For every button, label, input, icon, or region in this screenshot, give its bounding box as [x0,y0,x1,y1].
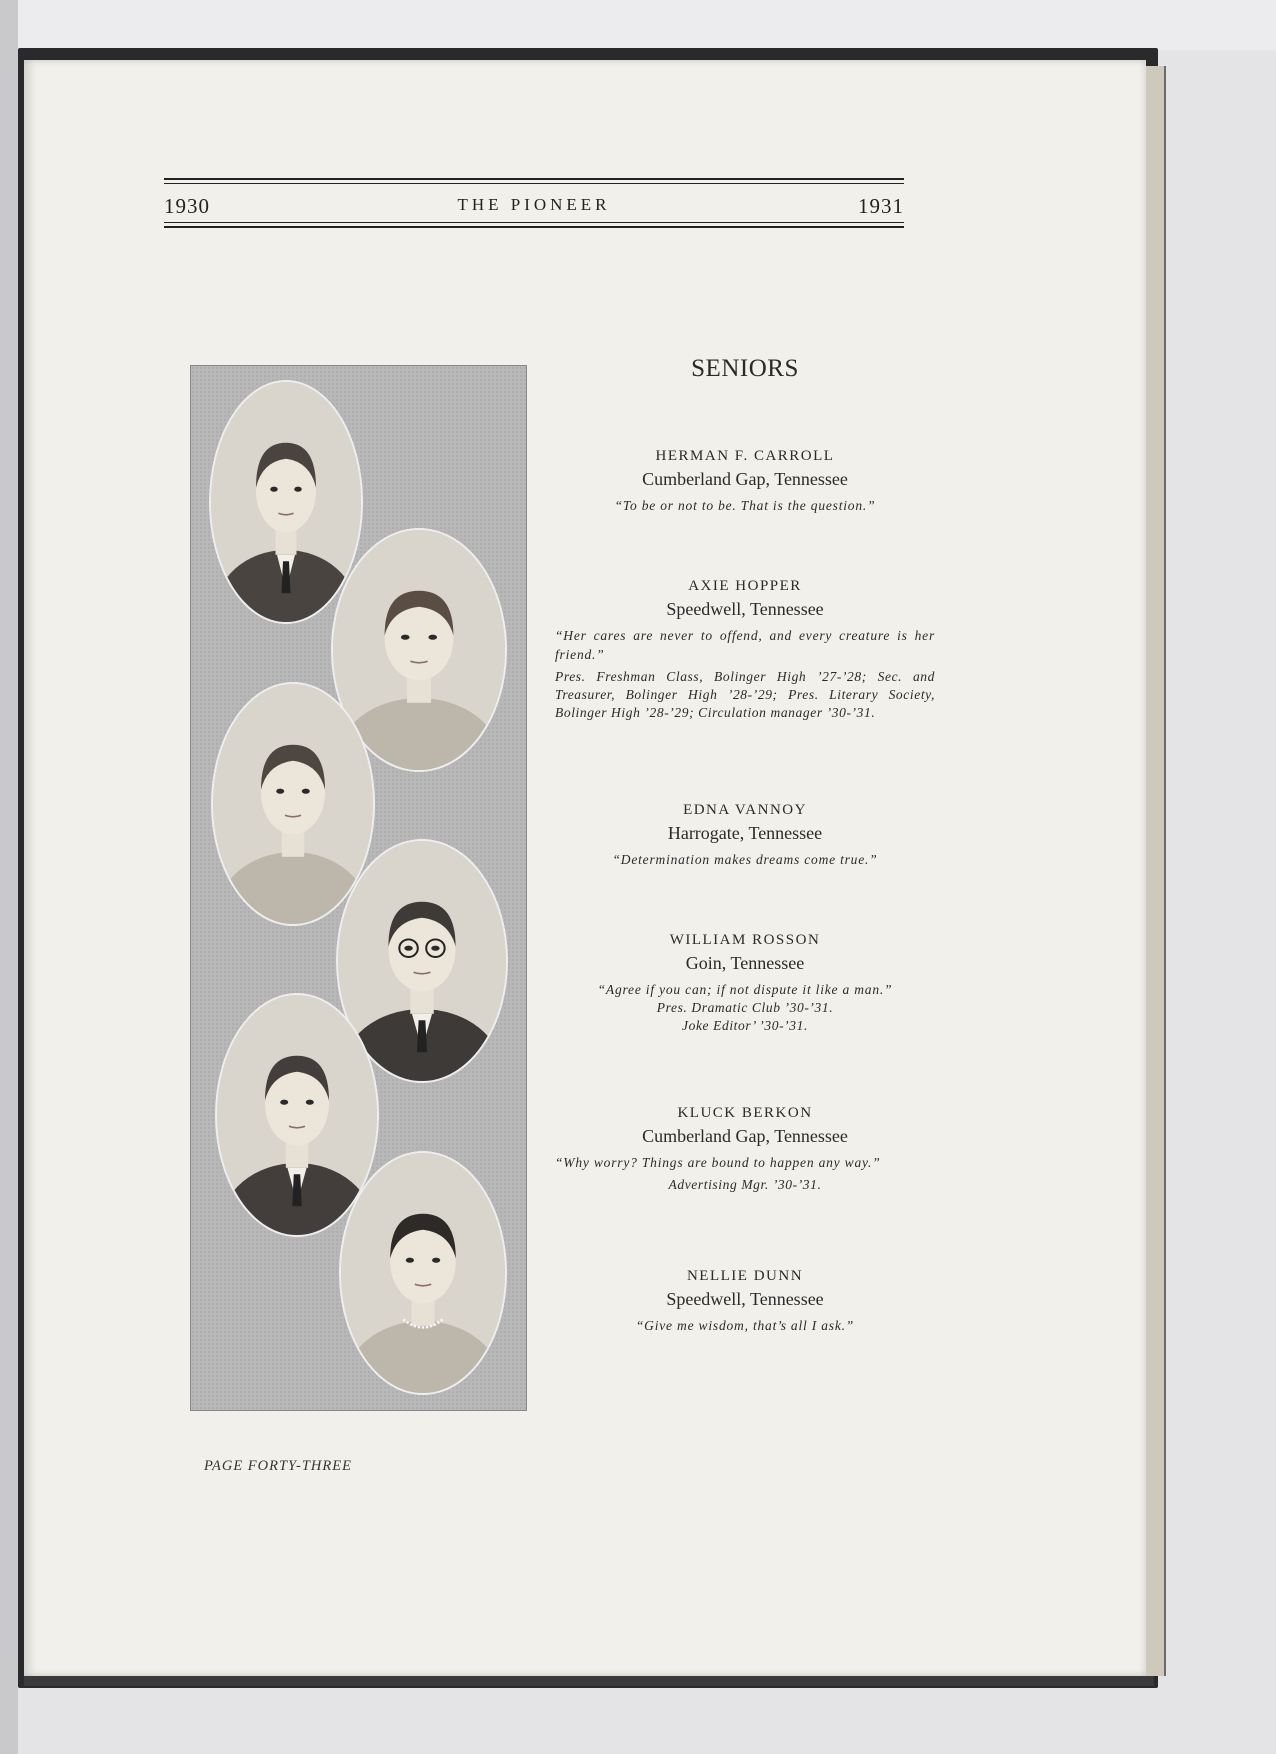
portrait-photo [217,995,377,1235]
scan-background-top [0,0,1276,50]
portrait-eye [432,1258,440,1263]
portrait-edna-vannoy [211,682,375,926]
portrait-eye [276,789,284,794]
senior-name: EDNA VANNOY [683,802,807,818]
senior-listing [555,355,935,1333]
portrait-eye [404,946,412,951]
header-year-left: 1930 [164,194,210,218]
senior-town: Goin, Tennessee [685,953,805,973]
portrait-eye [431,946,439,951]
senior-town: Harrogate, Tennessee [667,823,823,843]
portrait-necktie [282,561,291,593]
senior-activities: Advertising Mgr. ’30-’31. [668,1177,822,1192]
header-year-right: 1931 [858,194,904,218]
section-title: SENIORS [691,355,799,382]
senior-name: KLUCK BERKON [677,1105,813,1121]
header-title: THE PIONEER [457,195,611,214]
header-rule [164,222,904,223]
senior-town: Cumberland Gap, Tennessee [642,469,848,489]
portrait-eye [270,487,278,492]
portrait-herman-carroll [209,380,363,624]
senior-name: NELLIE DUNN [686,1268,804,1284]
senior-name: AXIE HOPPER [688,578,802,594]
portrait-necktie [417,1020,427,1052]
senior-entry [555,932,935,1035]
senior-town: Cumberland Gap, Tennessee [642,1126,848,1146]
portrait-nellie-dunn [339,1151,507,1395]
senior-entry [555,1105,935,1194]
scan-background-left [0,0,18,1754]
senior-quote: “Her cares are never to offend, and every creature is her friend.” [555,628,935,662]
senior-activities: Pres. Freshman Class, Bolinger High ’27-’28; Sec. and Treasurer, Bolinger High ’28-’29; Pres. Literary Society, Bolinger High ’28-’29; Circulation manager ’30-’31. [555,669,935,720]
portrait-photo [211,382,361,622]
book-bottom-edge [24,1676,1154,1686]
portrait-eye [306,1100,314,1105]
senior-quote: “Give me wisdom, that’s all I ask.” [635,1318,855,1333]
portrait-photo [341,1153,505,1393]
header-rule [164,178,904,180]
senior-name: WILLIAM ROSSON [669,932,821,948]
header-row [164,184,904,222]
portrait-eye [280,1100,288,1105]
senior-quote: “Determination makes dreams come true.” [612,852,878,867]
portrait-eye [302,789,310,794]
portrait-photo [213,684,373,924]
portrait-eye [406,1258,414,1263]
senior-quote: “To be or not to be. That is the question.” [614,498,876,513]
senior-town: Speedwell, Tennessee [666,599,824,619]
portrait-eye [294,487,302,492]
page-edges [1144,66,1166,1676]
senior-name: HERMAN F. CARROLL [655,448,835,464]
senior-entry [555,1268,935,1335]
senior-entry [555,578,935,722]
header-rule [164,226,904,228]
portrait-panel [190,365,527,1411]
portrait-eye [428,635,437,640]
senior-quote: “Agree if you can; if not dispute it like a man.” [597,982,893,997]
senior-activities: Pres. Dramatic Club ’30-’31. [656,1000,834,1015]
page-number: PAGE FORTY-THREE [204,1458,352,1474]
running-header [164,178,904,228]
senior-activities: Joke Editor’ ’30-’31. [682,1018,808,1033]
senior-quote: “Why worry? Things are bound to happen any way.” [555,1155,881,1170]
senior-entry [555,802,935,869]
senior-entry [555,448,935,515]
senior-town: Speedwell, Tennessee [666,1289,824,1309]
portrait-eye [401,635,410,640]
portrait-necktie [292,1174,302,1206]
